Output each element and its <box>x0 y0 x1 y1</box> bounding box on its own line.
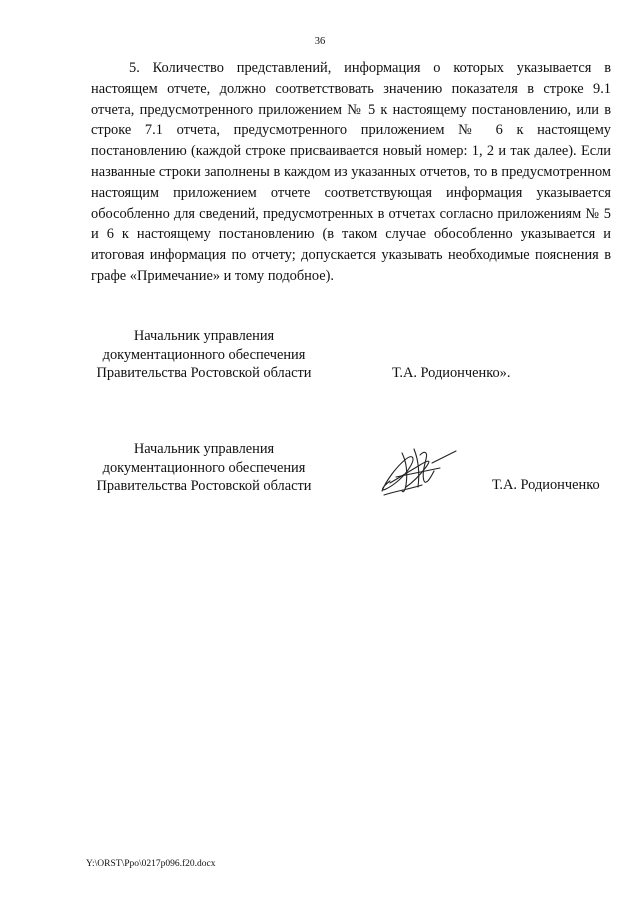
handwritten-signature <box>376 441 460 499</box>
signatory-position <box>90 327 318 383</box>
position-line: Начальник управления <box>133 441 275 457</box>
signatory-position <box>90 440 318 496</box>
position-line: документационного обеспечения <box>102 346 306 363</box>
position-line: Начальник управления <box>133 328 275 344</box>
file-path-footer: Y:\ORST\Ppo\0217p096.f20.docx <box>86 859 216 869</box>
body-paragraph: 5. Количество представлений, информация о которых указывается в настоящем отчете, должно соответствовать значению показателя в строке 9.1 отчета, предусмотренного приложением № 5 к настоящему постановлению, или в строке 7.1 отчета, предусмотренного приложением № 6 к настоящему постановлению (каждой строке присваивается новый номер: 1, 2 и так далее). Если названные строки заполнены в каждом из указанных отчетов, то в предусмотренном настоящим приложением отчете соответствующая информация указывается обособленно для сведений, предусмотренных в отчетах согласно приложениям № 5 и 6 к настоящему постановлению (в таком случае обособленно указывается и итоговая информация по отчету; допускается указывать необходимые пояснения в графе «Примечание» и тому подобное). <box>91 60 611 284</box>
signatory-name: Т.А. Родионченко <box>492 477 600 493</box>
page-number: 36 <box>314 36 326 47</box>
position-line: документационного обеспечения <box>102 459 306 476</box>
position-line: Правительства Ростовской области <box>96 478 312 494</box>
position-line: Правительства Ростовской области <box>96 365 312 381</box>
signatory-name: Т.А. Родионченко». <box>392 365 511 381</box>
